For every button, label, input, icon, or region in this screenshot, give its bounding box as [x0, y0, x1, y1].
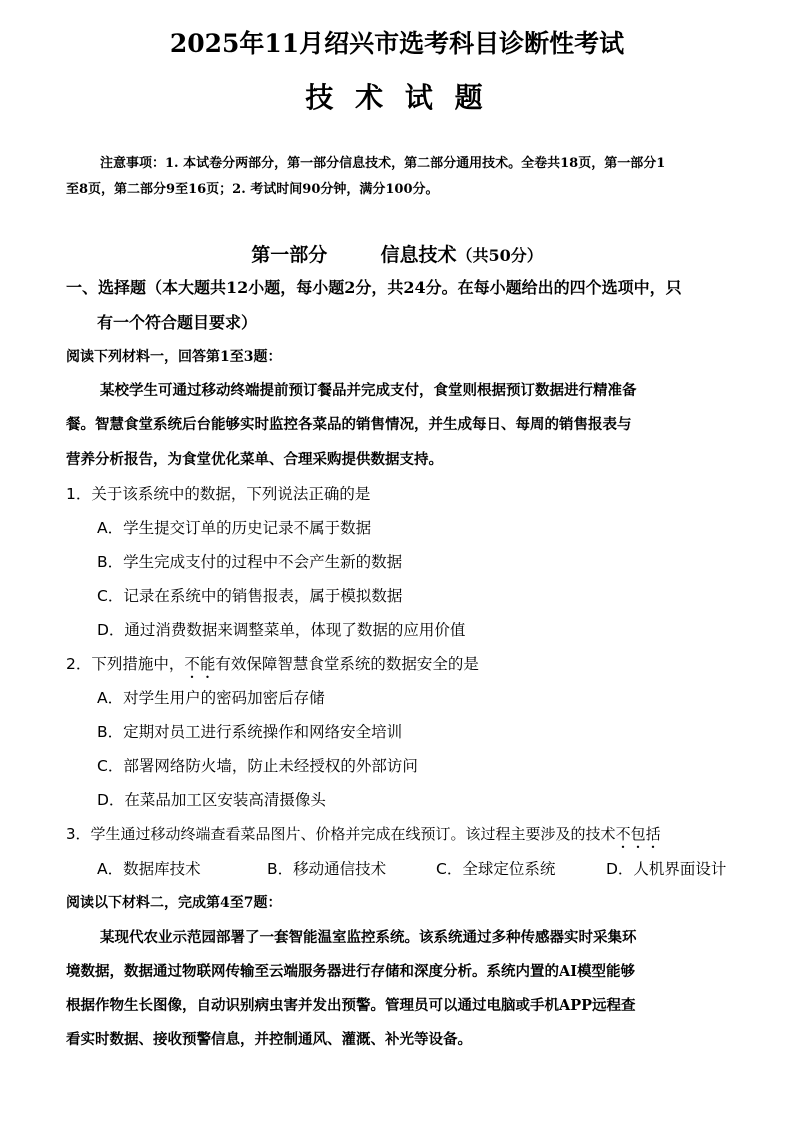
q3-stem-pre: 3．学生通过移动终端查看菜品图片、价格并完成在线预订。该过程主要涉及的技术	[66, 825, 616, 843]
q3-option-c: C．全球定位系统	[436, 860, 556, 878]
q3-stem	[66, 823, 661, 852]
q3-option-a: A．数据库技术	[97, 860, 201, 878]
notice-line-2: 至8页，第二部分9至16页；2. 考试时间90分钟，满分100分。	[66, 182, 439, 197]
q2-stem-emphasis: 不能	[184, 655, 216, 673]
q1-option-a: A．学生提交订单的历史记录不属于数据	[97, 519, 372, 537]
notice-line-1: 注意事项：1. 本试卷分两部分，第一部分信息技术，第二部分通用技术。全卷共18页，第一部分1	[100, 156, 666, 171]
section1-line-2: 有一个符合题目要求）	[97, 313, 258, 332]
exam-title: 2025年11月绍兴市选考科目诊断性考试	[169, 29, 625, 58]
material2-lead: 阅读以下材料二，完成第4至7题：	[66, 895, 282, 911]
q3-stem-emphasis: 不包括	[615, 825, 661, 843]
material1-line-1: 某校学生可通过移动终端提前预订餐品并完成支付，食堂则根据预订数据进行精准备	[100, 382, 637, 399]
exam-subtitle: 技 术 试 题	[305, 81, 489, 114]
material1-lead: 阅读下列材料一，回答第1至3题：	[66, 349, 282, 365]
q2-option-b: B．定期对员工进行系统操作和网络安全培训	[97, 723, 403, 741]
q2-stem	[66, 652, 479, 682]
material1-line-3: 营养分析报告，为食堂优化菜单、合理采购提供数据支持。	[66, 451, 443, 468]
section1-line-1: 一、选择题（本大题共12小题，每小题2分，共24分。在每小题给出的四个选项中，只	[66, 278, 682, 297]
q2-stem-pre: 2．下列措施中，	[66, 655, 185, 673]
q2-option-d: D．在菜品加工区安装高清摄像头	[97, 791, 326, 809]
q2-stem-post: 有效保障智慧食堂系统的数据安全的是	[215, 655, 479, 673]
material2-line-4: 看实时数据、接收预警信息，并控制通风、灌溉、补光等设备。	[66, 1031, 472, 1048]
part1-name: 信息技术	[380, 244, 457, 266]
material2-line-1: 某现代农业示范园部署了一套智能温室监控系统。该系统通过多种传感器实时采集环	[100, 929, 637, 946]
q2-option-a: A．对学生用户的密码加密后存储	[97, 689, 325, 707]
material2-line-3: 根据作物生长图像，自动识别病虫害并发出预警。管理员可以通过电脑或手机APP远程查	[66, 997, 636, 1014]
part1-label: 第一部分	[251, 244, 328, 266]
q1-option-b: B．学生完成支付的过程中不会产生新的数据	[97, 553, 403, 571]
q3-option-d: D．人机界面设计	[606, 860, 727, 878]
q3-option-b: B．移动通信技术	[267, 860, 387, 878]
material2-line-2: 境数据，数据通过物联网传输至云端服务器进行存储和深度分析。系统内置的AI模型能够	[66, 963, 636, 980]
q1-option-d: D．通过消费数据来调整菜单，体现了数据的应用价值	[97, 621, 466, 639]
q1-stem: 1．关于该系统中的数据，下列说法正确的是	[66, 485, 371, 503]
part1-score: （共50分）	[456, 246, 543, 265]
q2-option-c: C．部署网络防火墙，防止未经授权的外部访问	[97, 757, 418, 775]
material1-line-2: 餐。智慧食堂系统后台能够实时监控各菜品的销售情况，并生成每日、每周的销售报表与	[66, 416, 632, 433]
q1-option-c: C．记录在系统中的销售报表，属于模拟数据	[97, 587, 403, 605]
part1-heading	[0, 240, 794, 267]
